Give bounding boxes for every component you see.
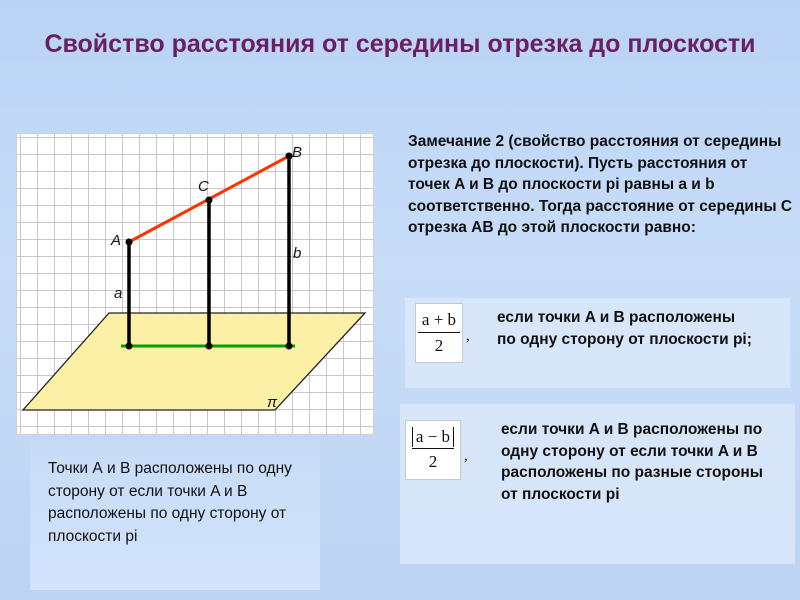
formula-diff-comma: , [464, 448, 468, 464]
label-c-point: C [198, 178, 209, 195]
slide-title: Свойство расстояния от середины отрезка до плоскости [44, 30, 756, 58]
formula-diff-denominator: 2 [428, 452, 438, 471]
formula-sum-numerator: a + b [418, 310, 460, 333]
condition-same-side: если точки A и B расположены по одну сторону от плоскости pi; [497, 309, 752, 348]
label-a-point: A [111, 232, 122, 249]
formula-diff-numerator: a − b [412, 427, 454, 447]
plane-pi [23, 313, 365, 410]
remark-text: Замечание 2 (свойство расстояния от середины отрезка до плоскости). Пусть расстояния от точек A и B до плоскости pi равны a и b соответственно. Тогда расстояние от середины C отрезка AB до этой плоскости равно: [408, 133, 793, 236]
label-plane-pi: π [267, 394, 278, 411]
figure-drawing [17, 134, 375, 436]
point-c [206, 197, 213, 204]
foot-a [126, 343, 133, 350]
formula-sum [415, 303, 463, 363]
label-a-distance: a [114, 285, 123, 302]
formula-sum-denominator: 2 [434, 335, 444, 355]
label-b-distance: b [293, 245, 302, 262]
foot-b [286, 343, 293, 350]
geometry-figure [16, 133, 374, 435]
formula-sum-comma: , [466, 328, 470, 344]
bottom-note-text: Точки А и В расположены по одну сторону от если точки A и B расположены по одну сторону от плоскости pi [48, 460, 292, 545]
foot-c [206, 343, 213, 350]
label-b-point: B [292, 144, 303, 161]
condition-opposite-sides: если точки A и B расположены по одну сторону от если точки A и B расположены по разные стороны от плоскости pi [501, 421, 764, 503]
formula-diff [405, 420, 461, 480]
point-a [126, 239, 133, 246]
